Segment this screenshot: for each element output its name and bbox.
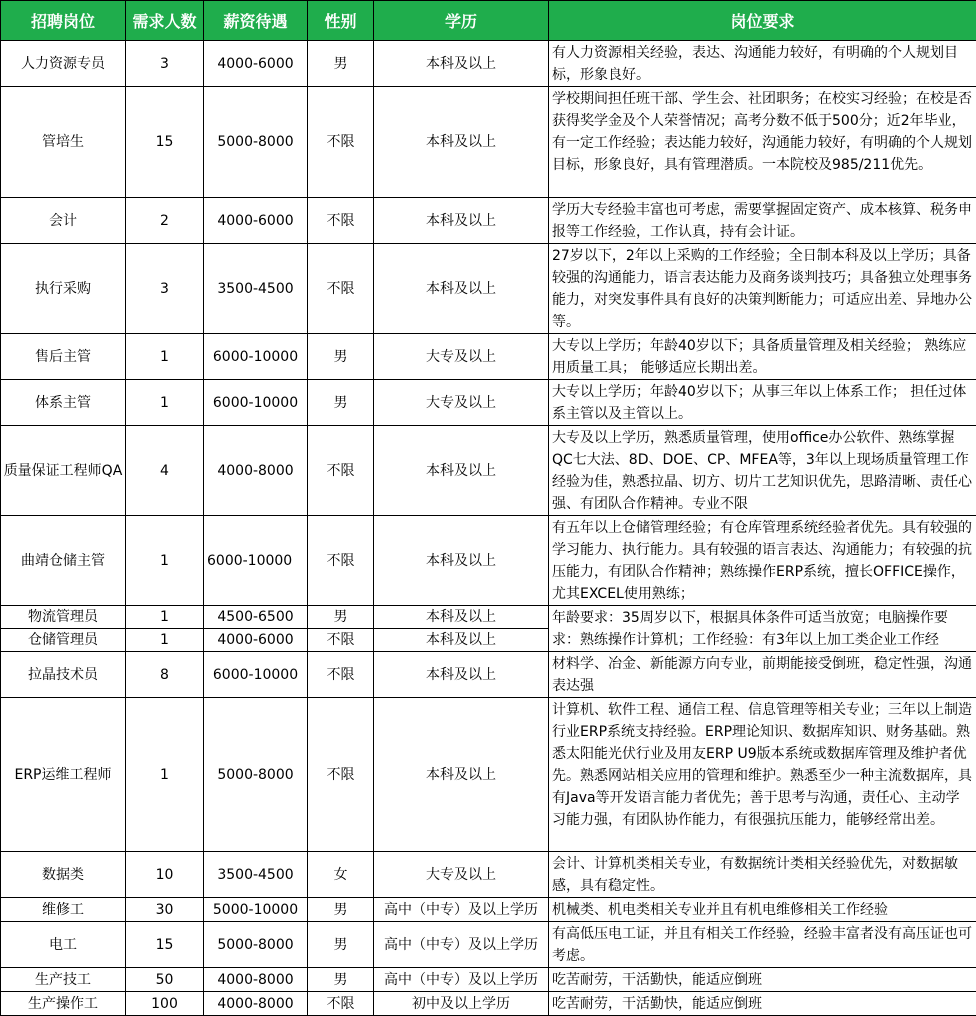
gender-cell: 不限	[308, 516, 374, 606]
education-cell: 本科及以上	[374, 698, 549, 852]
requirement-cell: 大专及以上学历，熟悉质量管理，使用office办公软件、熟练掌握QC七大法、8D、DOE、CP、MFEA等，3年以上现场质量管理工作经验为佳，熟悉拉晶、切方、切片工艺知识优先，思路清晰、责任心强、有团队合作精神。专业不限	[549, 426, 976, 516]
salary-cell: 4000-8000	[204, 426, 308, 516]
gender-cell: 男	[308, 41, 374, 87]
gender-cell: 男	[308, 334, 374, 380]
count-cell: 3	[126, 41, 204, 87]
requirement-cell: 27岁以下，2年以上采购的工作经验；全日制本科及以上学历；具备较强的沟通能力，语言表达能力及商务谈判技巧；具备独立处理事务能力，对突发事件具有良好的决策判断能力；可适应出差、异地办公等。	[549, 244, 976, 334]
education-cell: 大专及以上	[374, 334, 549, 380]
count-cell: 2	[126, 198, 204, 244]
table-row	[1, 426, 976, 516]
education-cell: 本科及以上	[374, 426, 549, 516]
gender-cell: 不限	[308, 426, 374, 516]
salary-cell: 6000-10000	[204, 334, 308, 380]
position-cell: 售后主管	[1, 334, 126, 380]
position-cell: 拉晶技术员	[1, 652, 126, 698]
position-cell: 物流管理员	[1, 606, 126, 629]
gender-cell: 男	[308, 606, 374, 629]
table-row	[1, 198, 976, 244]
gender-cell: 不限	[308, 652, 374, 698]
requirement-cell: 吃苦耐劳，干活勤快，能适应倒班	[549, 968, 976, 992]
position-cell: 生产技工	[1, 968, 126, 992]
salary-cell: 5000-8000	[204, 922, 308, 968]
education-cell: 本科及以上	[374, 516, 549, 606]
salary-cell: 4000-6000	[204, 198, 308, 244]
count-cell: 30	[126, 898, 204, 922]
table-row	[1, 652, 976, 698]
requirement-cell: 有人力资源相关经验，表达、沟通能力较好，有明确的个人规划目标，形象良好。	[549, 41, 976, 87]
education-cell: 本科及以上	[374, 198, 549, 244]
requirement-cell: 大专以上学历；年龄40岁以下；从事三年以上体系工作； 担任过体系主管以及主管以上。	[549, 380, 976, 426]
salary-cell: 6000-10000	[204, 652, 308, 698]
salary-cell: 5000-8000	[204, 698, 308, 852]
table-row	[1, 968, 976, 992]
position-cell: 数据类	[1, 852, 126, 898]
table-row	[1, 41, 976, 87]
salary-cell: 4500-6500	[204, 606, 308, 629]
position-cell: ERP运维工程师	[1, 698, 126, 852]
salary-cell: 3500-4500	[204, 244, 308, 334]
requirement-cell: 吃苦耐劳，干活勤快，能适应倒班	[549, 992, 976, 1016]
position-cell: 电工	[1, 922, 126, 968]
education-cell: 初中及以上学历	[374, 992, 549, 1016]
education-cell: 本科及以上	[374, 244, 549, 334]
count-cell: 1	[126, 334, 204, 380]
requirement-cell: 材料学、冶金、新能源方向专业，前期能接受倒班，稳定性强，沟通表达强	[549, 652, 976, 698]
count-cell: 10	[126, 852, 204, 898]
requirement-cell: 会计、计算机类相关专业，有数据统计类相关经验优先，对数据敏感，具有稳定性。	[549, 852, 976, 898]
table-row	[1, 334, 976, 380]
position-cell: 执行采购	[1, 244, 126, 334]
header-requirement: 岗位要求	[549, 1, 976, 41]
requirement-cell: 学历大专经验丰富也可考虑，需要掌握固定资产、成本核算、税务申报等工作经验，工作认真，持有会计证。	[549, 198, 976, 244]
salary-cell: 6000-10000	[204, 516, 308, 606]
education-cell: 本科及以上	[374, 87, 549, 198]
gender-cell: 不限	[308, 629, 374, 652]
gender-cell: 男	[308, 922, 374, 968]
education-cell: 本科及以上	[374, 629, 549, 652]
education-cell: 高中（中专）及以上学历	[374, 898, 549, 922]
position-cell: 人力资源专员	[1, 41, 126, 87]
salary-cell: 5000-10000	[204, 898, 308, 922]
count-cell: 1	[126, 516, 204, 606]
gender-cell: 不限	[308, 198, 374, 244]
gender-cell: 不限	[308, 87, 374, 198]
requirement-cell: 计算机、软件工程、通信工程、信息管理等相关专业；三年以上制造行业ERP系统支持经验。ERP理论知识、数据库知识、财务基础。熟悉太阳能光伏行业及用友ERP U9版本系统或数据库管理及维护者优先。熟悉网站相关应用的管理和维护。熟悉至少一种主流数据库，具有Java等开发语言能力者优先；善于思考与沟通，责任心、主动学习能力强，有团队协作能力，有很强抗压能力，能够经常出差。	[549, 698, 976, 852]
table-row	[1, 380, 976, 426]
requirement-cell: 有高低压电工证，并且有相关工作经验，经验丰富者没有高压证也可考虑。	[549, 922, 976, 968]
header-gender: 性别	[308, 1, 374, 41]
position-cell: 曲靖仓储主管	[1, 516, 126, 606]
table-row	[1, 87, 976, 198]
position-cell: 维修工	[1, 898, 126, 922]
gender-cell: 不限	[308, 992, 374, 1016]
header-row	[1, 1, 976, 41]
table-row	[1, 852, 976, 898]
count-cell: 1	[126, 629, 204, 652]
header-education: 学历	[374, 1, 549, 41]
education-cell: 本科及以上	[374, 652, 549, 698]
gender-cell: 不限	[308, 244, 374, 334]
position-cell: 生产操作工	[1, 992, 126, 1016]
salary-cell: 6000-10000	[204, 380, 308, 426]
table-row	[1, 244, 976, 334]
gender-cell: 男	[308, 968, 374, 992]
table-row	[1, 516, 976, 606]
education-cell: 大专及以上	[374, 380, 549, 426]
header-salary: 薪资待遇	[204, 1, 308, 41]
position-cell: 质量保证工程师QA	[1, 426, 126, 516]
count-cell: 3	[126, 244, 204, 334]
count-cell: 50	[126, 968, 204, 992]
salary-cell: 4000-8000	[204, 968, 308, 992]
gender-cell: 男	[308, 898, 374, 922]
gender-cell: 女	[308, 852, 374, 898]
education-cell: 本科及以上	[374, 41, 549, 87]
count-cell: 15	[126, 87, 204, 198]
position-cell: 会计	[1, 198, 126, 244]
count-cell: 4	[126, 426, 204, 516]
education-cell: 本科及以上	[374, 606, 549, 629]
salary-cell: 5000-8000	[204, 87, 308, 198]
table-row	[1, 992, 976, 1016]
education-cell: 大专及以上	[374, 852, 549, 898]
salary-cell: 3500-4500	[204, 852, 308, 898]
gender-cell: 不限	[308, 698, 374, 852]
requirement-cell: 有五年以上仓储管理经验；有仓库管理系统经验者优先。具有较强的学习能力、执行能力。具有较强的语言表达、沟通能力；有较强的抗压能力，有团队合作精神；熟练操作ERP系统，擅长OFFICE操作，尤其EXCEL使用熟练；	[549, 516, 976, 606]
header-position: 招聘岗位	[1, 1, 126, 41]
requirement-cell: 年龄要求：35周岁以下，根据具体条件可适当放宽；电脑操作要求：熟练操作计算机；工作经验：有3年以上加工类企业工作经	[549, 606, 976, 652]
salary-cell: 4000-6000	[204, 629, 308, 652]
count-cell: 100	[126, 992, 204, 1016]
education-cell: 高中（中专）及以上学历	[374, 968, 549, 992]
salary-cell: 4000-6000	[204, 41, 308, 87]
header-count: 需求人数	[126, 1, 204, 41]
gender-cell: 男	[308, 380, 374, 426]
table-row	[1, 698, 976, 852]
count-cell: 15	[126, 922, 204, 968]
requirement-cell: 机械类、机电类相关专业并且有机电维修相关工作经验	[549, 898, 976, 922]
table-row	[1, 898, 976, 922]
position-cell: 管培生	[1, 87, 126, 198]
position-cell: 仓储管理员	[1, 629, 126, 652]
count-cell: 1	[126, 698, 204, 852]
count-cell: 1	[126, 380, 204, 426]
table-row	[1, 606, 976, 629]
position-cell: 体系主管	[1, 380, 126, 426]
requirement-cell: 学校期间担任班干部、学生会、社团职务；在校实习经验；在校是否获得奖学金及个人荣誉情况；高考分数不低于500分；近2年毕业，有一定工作经验；表达能力较好，沟通能力较好，有明确的个人规划目标，形象良好，具有管理潜质。一本院校及985/211优先。	[549, 87, 976, 198]
education-cell: 高中（中专）及以上学历	[374, 922, 549, 968]
count-cell: 8	[126, 652, 204, 698]
count-cell: 1	[126, 606, 204, 629]
requirement-cell: 大专以上学历；年龄40岁以下；具备质量管理及相关经验； 熟练应用质量工具； 能够适应长期出差。	[549, 334, 976, 380]
salary-cell: 4000-8000	[204, 992, 308, 1016]
table-row	[1, 922, 976, 968]
